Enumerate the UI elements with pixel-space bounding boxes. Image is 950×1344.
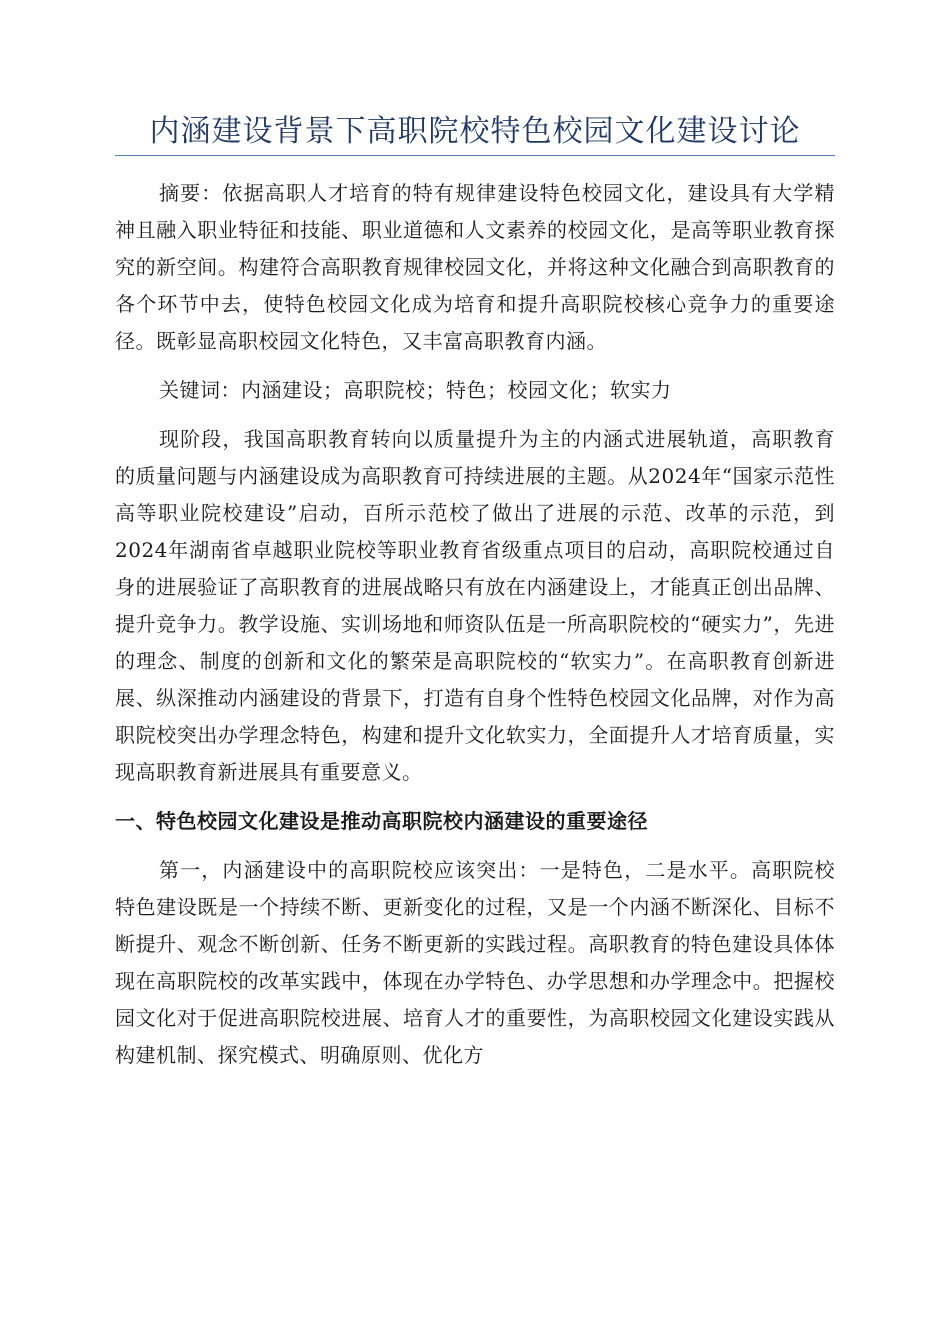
title-underline	[115, 155, 835, 156]
keywords-paragraph: 关键词：内涵建设；高职院校；特色；校园文化；软实力	[159, 378, 672, 402]
intro-paragraph: 现阶段，我国高职教育转向以质量提升为主的内涵式进展轨道，高职教育的质量问题与内涵建设成为高职教育可持续进展的主题。从2024年“国家示范性高等职业院校建设”启动，百所示范校了做出了进展的示范、改革的示范，到2024年湖南省卓越职业院校等职业教育省级重点项目的启动，高职院校通过自身的进展验证了高职教育的进展战略只有放在内涵建设上，才能真正创出品牌、提升竞争力。教学设施、实训场地和师资队伍是一所高职院校的“硬实力”，先进的理念、制度的创新和文化的繁荣是高职院校的“软实力”。在高职教育创新进展、纵深推动内涵建设的背景下，打造有自身个性特色校园文化品牌，对作为高职院校突出办学理念特色，构建和提升文化软实力，全面提升人才培育质量，实现高职教育新进展具有重要意义。	[115, 427, 835, 784]
abstract-paragraph: 摘要：依据高职人才培育的特有规律建设特色校园文化，建设具有大学精神且融入职业特征和技能、职业道德和人文素养的校园文化，是高等职业教育探究的新空间。构建符合高职教育规律校园文化，并将这种文化融合到高职教育的各个环节中去，使特色校园文化成为培育和提升高职院校核心竞争力的重要途径。既彰显高职校园文化特色，又丰富高职教育内涵。	[115, 181, 835, 353]
document-title: 内涵建设背景下高职院校特色校园文化建设讨论	[149, 114, 801, 149]
section-paragraph: 第一，内涵建设中的高职院校应该突出：一是特色，二是水平。高职院校特色建设既是一个持续不断、更新变化的过程，又是一个内涵不断深化、目标不断提升、观念不断创新、任务不断更新的实践过程。高职教育的特色建设具体体现在高职院校的改革实践中，体现在办学特色、办学思想和办学理念中。把握校园文化对于促进高职院校进展、培育人才的重要性，为高职校园文化建设实践从构建机制、探究模式、明确原则、优化方	[115, 858, 835, 1067]
section-heading: 一、特色校园文化建设是推动高职院校内涵建设的重要途径	[115, 809, 648, 833]
document-body	[115, 175, 835, 1086]
